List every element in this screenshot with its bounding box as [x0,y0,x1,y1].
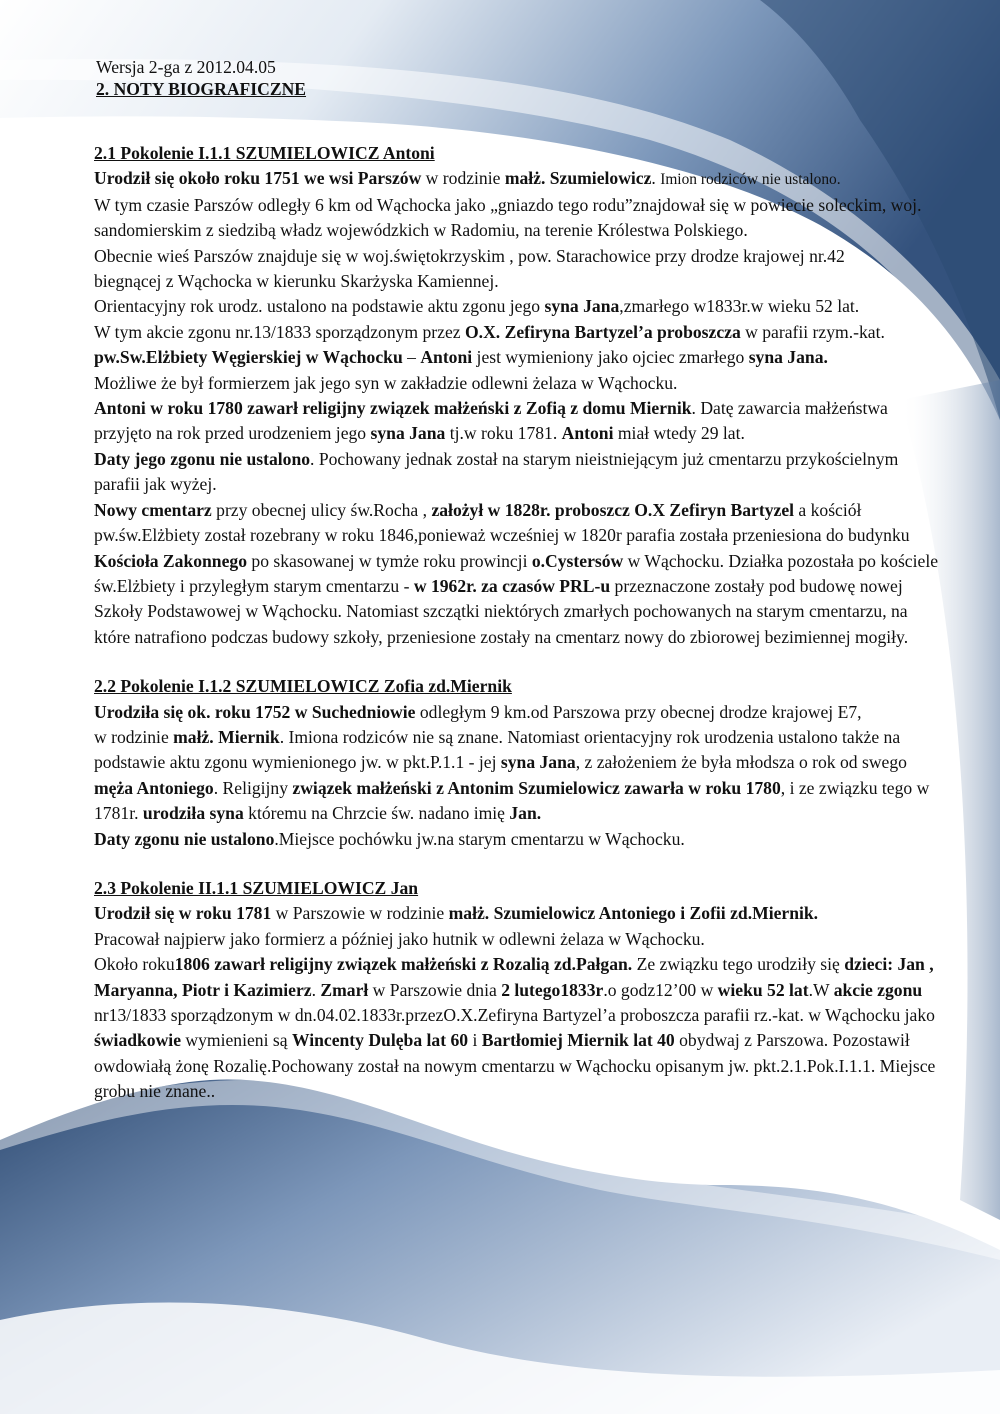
paragraph: biegnącej z Wąchocka w kierunku Skarżyska Kamiennej. [94,271,499,292]
chapter-title: 2. NOTY BIOGRAFICZNE [96,79,307,99]
paragraph: Antoni w roku 1780 zawarł religijny związek małżeński z Zofią z domu Miernik. Datę zawarcia małżeństwa przyjęto na rok przed urodzeniem jego syna Jana tj.w roku 1781. Antoni miał wtedy 29 lat. [94,398,888,444]
paragraph: Orientacyjny rok urodz. ustalono na podstawie aktu zgonu jego syna Jana,zmarłego w1833r.w wieku 52 lat. [94,296,860,317]
document-header [96,56,306,100]
paragraph: Daty jego zgonu nie ustalono. Pochowany jednak został na starym nieistniejącym już cmentarzu przykościelnym parafii jak wyżej. [94,448,899,495]
section-zofia [94,674,944,852]
paragraph: Możliwe że był formierzem jak jego syn w zakładzie odlewni żelaza w Wąchocku. [94,372,678,393]
section-heading: 2.2 Pokolenie I.1.2 SZUMIELOWICZ Zofia zd.Miernik [94,676,512,697]
section-heading: 2.3 Pokolenie II.1.1 SZUMIELOWICZ Jan [94,877,419,898]
paragraph: W tym czasie Parszów odległy 6 km od Wąchocka jako „gniazdo tego rodu”znajdował się w powiecie soleckim, woj. sandomierskim z siedzibą władz wojewódzkich w Radomiu, na terenie Królestwa Polskiego. [94,194,922,241]
document-body [94,141,944,1105]
paragraph: Urodziła się ok. roku 1752 w Suchedniowie odległym 9 km.od Parszowa przy obecnej drodze krajowej E7, [94,701,862,722]
section-jan [94,876,944,1105]
paragraph: W tym akcie zgonu nr.13/1833 sporządzonym przez O.X. Zefiryna Bartyzel’a proboszcza w parafii rzym.-kat. pw.Sw.Elżbiety Węgierskiej w Wąchocku – Antoni jest wymieniony jako ojciec zmarłego syna Jana. [94,321,885,368]
section-antoni [94,141,944,650]
paragraph: Pracował najpierw jako formierz a później jako hutnik w odlewni żelaza w Wąchocku. [94,928,705,949]
paragraph: Nowy cmentarz przy obecnej ulicy św.Rocha , założył w 1828r. proboszcz O.X Zefiryn Bartyzel a kościół pw.św.Elżbiety został rozebrany w roku 1846,ponieważ wcześniej w 1820r parafia została przeniesiona do budynku Kościoła Zakonnego po skasowanej w tymże roku prowincji o.Cystersów w Wąchocku. Działka pozostała po kościele św.Elżbiety i przyległym starym cmentarzu - w 1962r. za czasów PRL-u przeznaczone zostały pod budowę nowej Szkoły Podstawowej w Wąchocku. Natomiast szczątki niektórych zmarłych pochowanych na starym cmentarzu, na które natrafiono podczas budowy szkoły, przeniesione zostały na cmentarz nowy do zbiorowej bezimiennej mogiły. [94,499,939,647]
paragraph: Obecnie wieś Parszów znajduje się w woj.świętokrzyskim , pow. Starachowice przy drodze krajowej nr.42 [94,245,845,266]
paragraph: Około roku1806 zawarł religijny związek małżeński z Rozalią zd.Pałgan. Ze związku tego urodziły się dzieci: Jan , Maryanna, Piotr i Kazimierz. Zmarł w Parszowie dnia 2 lutego1833r.o godz12’00 w wieku 52 lat.W akcie zgonu nr13/1833 sporządzonym w dn.04.02.1833r.przezO.X.Zefiryna Bartyzel’a proboszcza parafii rz.-kat. w Wąchocku jako świadkowie wymienieni są Wincenty Dulęba lat 60 i Bartłomiej Miernik lat 40 obydwaj z Parszowa. Pozostawił owdowiałą żonę Rozalię.Pochowany został na nowym cmentarzu w Wąchocku opisanym jw. pkt.2.1.Pok.I.1.1. Miejsce grobu nie znane.. [94,954,936,1102]
paragraph: Urodził się około roku 1751 we wsi Parszów w rodzinie małż. Szumielowicz. Imion rodziców nie ustalono. [94,168,841,189]
paragraph: Urodził się w roku 1781 w Parszowie w rodzinie małż. Szumielowicz Antoniego i Zofii zd.Miernik. [94,903,819,924]
version-line: Wersja 2-ga z 2012.04.05 [96,57,276,77]
paragraph: Daty zgonu nie ustalono.Miejsce pochówku jw.na starym cmentarzu w Wąchocku. [94,828,685,849]
paragraph: w rodzinie małż. Miernik. Imiona rodziców nie są znane. Natomiast orientacyjny rok urodzenia ustalono także na podstawie aktu zgonu wymienionego jw. w pkt.P.1.1 - jej syna Jana, z założeniem że była młodsza o rok od swego męża Antoniego. Religijny związek małżeński z Antonim Szumielowicz zawarła w roku 1780, i ze związku tego w 1781r. urodziła syna któremu na Chrzcie św. nadano imię Jan. [94,726,930,824]
section-heading: 2.1 Pokolenie I.1.1 SZUMIELOWICZ Antoni [94,143,435,163]
